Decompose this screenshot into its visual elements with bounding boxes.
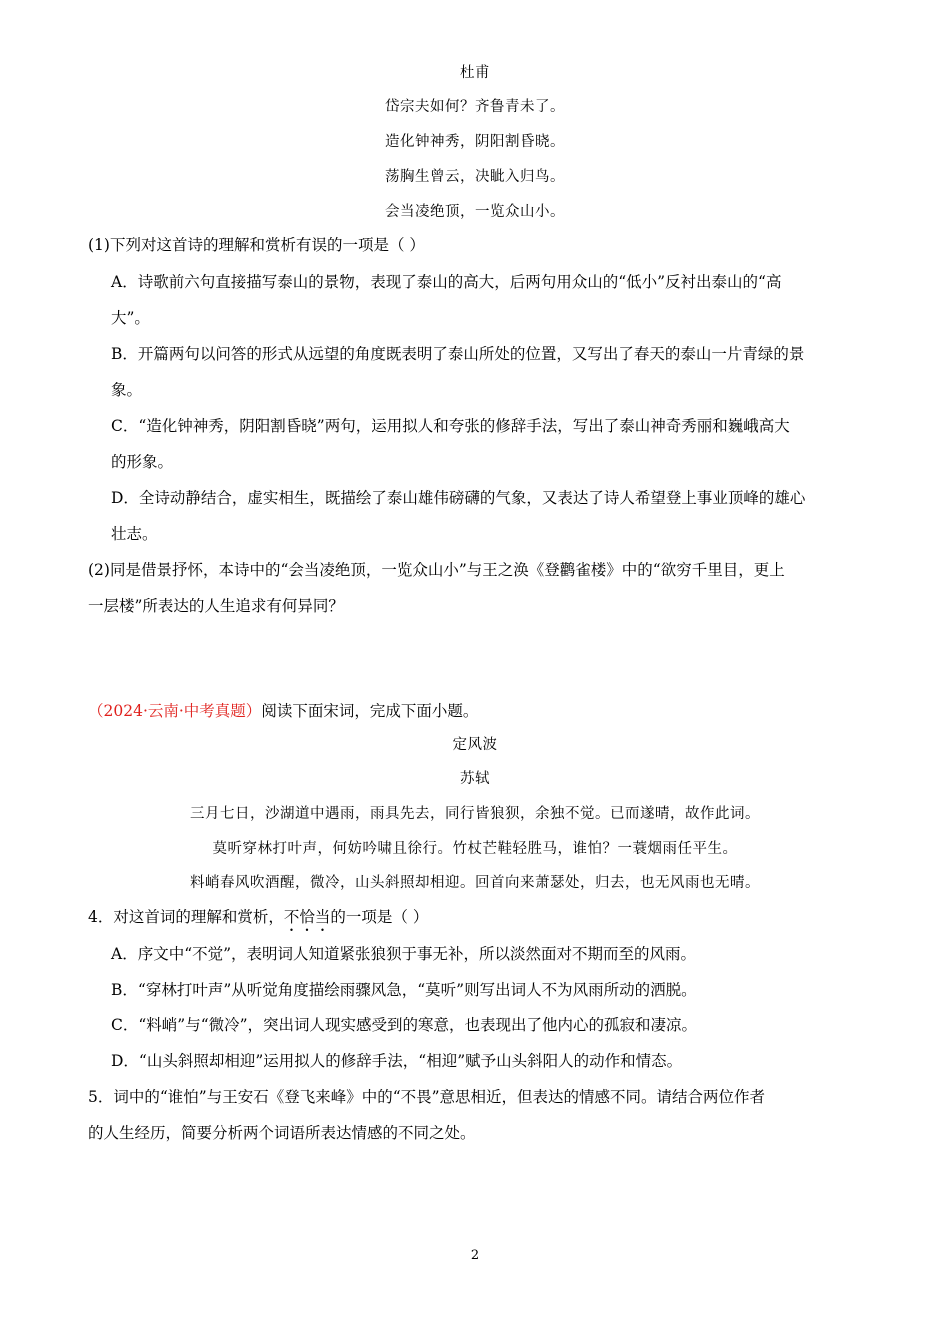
ci-line: 莫听穿林打叶声，何妨吟啸且徐行。竹杖芒鞋轻胜马，谁怕？一蓑烟雨任平生。 — [212, 841, 738, 857]
question-4-stem — [88, 906, 428, 935]
question-4-option-c: C．“料峭”与“微冷”，突出词人现实感受到的寒意，也表现出了他内心的孤寂和凄凉。 — [111, 1016, 698, 1034]
question-1-option-b: B．开篇两句以问答的形式从远望的角度既表明了泰山所处的位置，又写出了春天的泰山一片青绿的景 — [111, 345, 805, 363]
poem-author: 杜甫 — [460, 65, 490, 81]
ci-author: 苏轼 — [460, 771, 490, 787]
question-4-option-a: A．序文中“不觉”，表明词人知道紧张狼狈于事无补，所以淡然面对不期而至的风雨。 — [111, 945, 697, 963]
question-1-option-c: C．“造化钟神秀，阴阳割昏晓”两句，运用拟人和夸张的修辞手法，写出了泰山神奇秀丽和巍峨高大 — [111, 417, 790, 435]
question-4-option-b: B．“穿林打叶声”从听觉角度描绘雨骤风急，“莫听”则写出词人不为风雨所动的洒脱。 — [111, 981, 697, 999]
question-5: 5．词中的“谁怕”与王安石《登飞来峰》中的“不畏”意思相近，但表达的情感不同。请结合两位作者 — [88, 1088, 766, 1106]
question-5-cont: 的人生经历，简要分析两个词语所表达情感的不同之处。 — [88, 1124, 476, 1142]
question-1-option-d: D．全诗动静结合，虚实相生，既描绘了泰山雄伟磅礴的气象，又表达了诗人希望登上事业顶峰的雄心 — [111, 489, 806, 507]
exam-source: （2024·云南·中考真题） — [88, 702, 262, 720]
question-1-option-a-cont: 大”。 — [111, 309, 150, 327]
question-1-option-a: A．诗歌前六句直接描写泰山的景物，表现了泰山的高大，后两句用众山的“低小”反衬出泰山的“高 — [111, 273, 782, 291]
section-2-heading — [88, 700, 478, 722]
question-4-prefix: 4．对这首词的理解和赏析， — [88, 908, 284, 926]
question-4-option-d: D．“山头斜照却相迎”运用拟人的修辞手法，“相迎”赋予山头斜阳人的动作和情态。 — [111, 1052, 683, 1070]
poem-line: 造化钟神秀，阴阳割昏晓。 — [385, 134, 565, 150]
question-1-option-c-cont: 的形象。 — [111, 453, 174, 471]
ci-line: 料峭春风吹酒醒，微冷，山头斜照却相迎。回首向来萧瑟处，归去，也无风雨也无晴。 — [190, 875, 760, 891]
question-4-emphasis: 不恰当 — [283, 908, 331, 926]
question-1-option-b-cont: 象。 — [111, 381, 143, 399]
ci-preface: 三月七日，沙湖道中遇雨，雨具先去，同行皆狼狈，余独不觉。已而遂晴，故作此词。 — [190, 806, 760, 822]
poem-line: 荡胸生曾云，决眦入归鸟。 — [385, 169, 565, 185]
question-1-stem: (1)下列对这首诗的理解和赏析有误的一项是（ ） — [88, 236, 425, 254]
page-number: 2 — [470, 1248, 480, 1263]
question-4-suffix: 的一项是（ ） — [330, 908, 429, 926]
ci-title: 定风波 — [452, 737, 498, 753]
section-2-intro: 阅读下面宋词，完成下面小题。 — [261, 702, 479, 720]
question-2: (2)同是借景抒怀，本诗中的“会当凌绝顶，一览众山小”与王之涣《登鹳雀楼》中的“欲穷千里目，更上 — [88, 561, 785, 579]
question-1-option-d-cont: 壮志。 — [111, 525, 158, 543]
question-2-cont: 一层楼”所表达的人生追求有何异同？ — [88, 597, 344, 615]
poem-line: 岱宗夫如何？齐鲁青未了。 — [385, 99, 565, 115]
poem-line: 会当凌绝顶，一览众山小。 — [385, 204, 565, 220]
